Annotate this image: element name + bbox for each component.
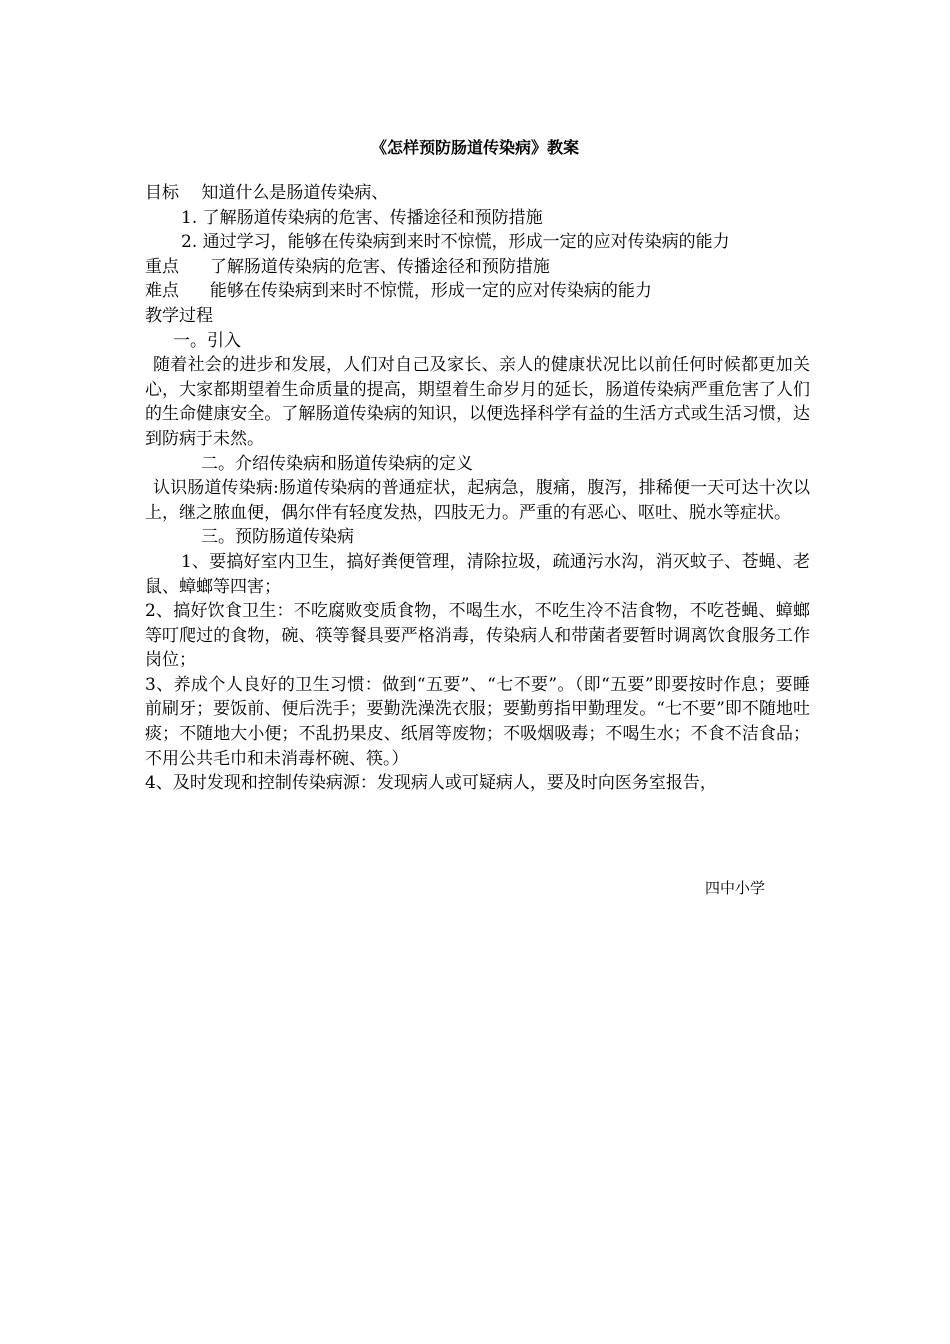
goal-item-1: 1. 了解肠道传染病的危害、传播途径和预防措施 — [181, 207, 543, 228]
goal-text: 知道什么是肠道传染病、 — [201, 183, 389, 203]
key-point-line — [145, 255, 810, 280]
goal-label: 目标 — [145, 183, 179, 203]
difficulty-label: 难点 — [145, 281, 179, 302]
key-point-text: 了解肠道传染病的危害、传播途径和预防措施 — [209, 256, 550, 277]
difficulty-text: 能够在传染病到来时不惊慌，形成一定的应对传染病的能力 — [209, 281, 652, 302]
difficulty-line — [145, 279, 810, 304]
section-3-heading: 三。预防肠道传染病 — [201, 527, 354, 548]
prevention-item-3: 3、养成个人良好的卫生习惯：做到“五要”、“七不要”。（即“五要”即要按时作息；要睡前刷牙；要饭前、便后洗手；要勤洗澡洗衣服；要勤剪指甲勤理发。“七不要”即不随地吐痰；不随地大小便；不乱扔果皮、纸屑等废物；不吸烟吸毒；不喝生水；不食不洁食品；不用公共毛巾和未消毒杯碗、筷。） — [145, 674, 810, 769]
document-body — [145, 181, 810, 796]
key-point-label: 重点 — [145, 256, 179, 277]
document-title: 《怎样预防肠道传染病》教案 — [370, 138, 579, 157]
goal-line — [145, 181, 810, 206]
goal-item-2: 2. 通过学习，能够在传染病到来时不惊慌，形成一定的应对传染病的能力 — [181, 232, 730, 253]
section-2-paragraph: 认识肠道传染病:肠道传染病的普通症状，起病急，腹痛，腹泻，排稀便一天可达十次以上，继之脓血便，偶尔伴有轻度发热，四肢无力。严重的有恶心、呕吐、脱水等症状。 — [145, 478, 810, 523]
prevention-item-4: 4、及时发现和控制传染病源：发现病人或可疑病人，要及时向医务室报告， — [145, 773, 717, 794]
school-signature: 四中小学 — [705, 879, 766, 897]
section-1-heading: 一。引入 — [173, 330, 241, 351]
process-label: 教学过程 — [145, 305, 213, 326]
section-2-heading: 二。介绍传染病和肠道传染病的定义 — [201, 453, 473, 474]
prevention-item-1: 1、要搞好室内卫生，搞好粪便管理，清除拉圾，疏通污水沟，消灭蚊子、苍蝇、老鼠、蟑螂等四害； — [145, 551, 810, 597]
prevention-item-2: 2、搞好饮食卫生：不吃腐败变质食物，不喝生水，不吃生冷不洁食物，不吃苍蝇、蟑螂等叮爬过的食物，碗、筷等餐具要严格消毒，传染病人和带菌者要暂时调离饮食服务工作岗位； — [145, 601, 810, 671]
section-1-paragraph: 随着社会的进步和发展，人们对自己及家长、亲人的健康状况比以前任何时候都更加关心，大家都期望着生命质量的提高，期望着生命岁月的延长，肠道传染病严重危害了人们的生命健康安全。了解肠道传染病的知识，以便选择科学有益的生活方式或生活习惯，达到防病于未然。 — [145, 355, 810, 449]
